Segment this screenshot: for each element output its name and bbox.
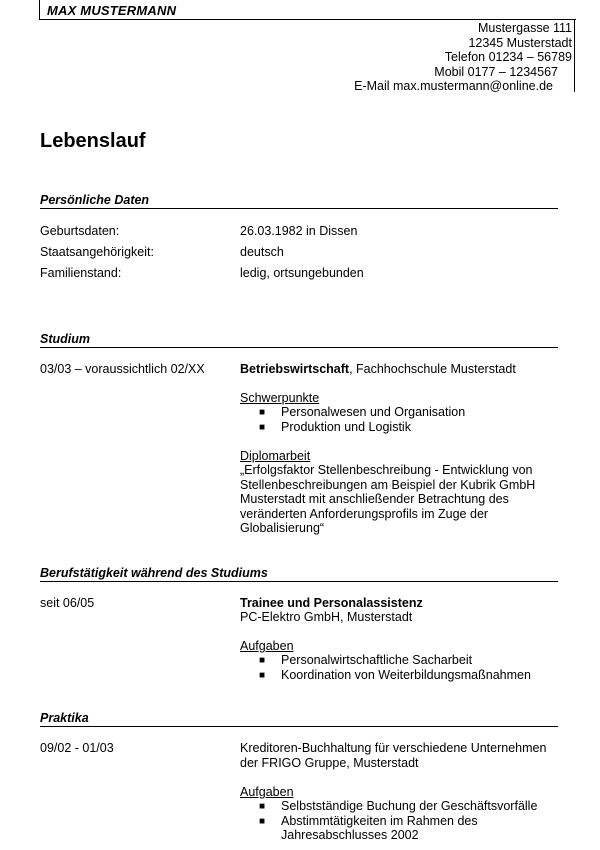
studium-subject: Betriebswirtschaft bbox=[240, 362, 350, 376]
section-rule bbox=[40, 208, 558, 209]
label-birth: Geburtsdaten: bbox=[40, 224, 120, 238]
section-heading-praktika: Praktika bbox=[40, 711, 89, 725]
work-position: Trainee und Personalassistenz bbox=[240, 596, 423, 610]
value-marital-status: ledig, ortsungebunden bbox=[240, 266, 364, 280]
studium-thesis-label: Diplomarbeit bbox=[240, 449, 311, 463]
studium-thesis-line: Globalisierung“ bbox=[240, 521, 325, 535]
contact-street: Mustergasse 111 bbox=[477, 21, 572, 35]
work-company: PC-Elektro GmbH, Musterstadt bbox=[240, 610, 413, 624]
work-period: seit 06/05 bbox=[40, 596, 95, 610]
work-tasks-label: Aufgaben bbox=[240, 639, 294, 653]
praktika-task-item: Selbstständige Buchung der Geschäftsvorfälle bbox=[281, 799, 538, 813]
header-left-border bbox=[39, 0, 40, 20]
section-heading-personal: Persönliche Daten bbox=[40, 193, 150, 207]
work-task-item: Koordination von Weiterbildungsmaßnahmen bbox=[281, 668, 531, 682]
work-task-item: Personalwirtschaftliche Sacharbeit bbox=[281, 653, 473, 667]
contact-phone: Telefon 01234 – 56789 bbox=[444, 50, 572, 64]
bullet-icon: ■ bbox=[259, 407, 266, 418]
praktika-desc-line: Kreditoren-Buchhaltung für verschiedene Unternehmen bbox=[240, 741, 547, 755]
studium-thesis-line: Stellenbeschreibungen am Beispiel der Kubrik GmbH bbox=[240, 478, 536, 492]
studium-thesis-line: Musterstadt mit anschließender Betrachtung des bbox=[240, 492, 509, 506]
section-rule bbox=[40, 581, 558, 582]
studium-thesis-line: veränderten Anforderungsprofils im Zuge der bbox=[240, 507, 489, 521]
praktika-tasks-label: Aufgaben bbox=[240, 785, 294, 799]
studium-period: 03/03 – voraussichtlich 02/XX bbox=[40, 362, 205, 376]
praktika-task-item-line: Jahresabschlusses 2002 bbox=[281, 828, 419, 842]
section-heading-studium: Studium bbox=[40, 332, 90, 346]
studium-school: , Fachhochschule Musterstadt bbox=[349, 362, 516, 376]
studium-focus-label: Schwerpunkte bbox=[240, 391, 320, 405]
header-rule bbox=[40, 19, 576, 20]
praktika-desc-line: der FRIGO Gruppe, Musterstadt bbox=[240, 756, 419, 770]
contact-city: 12345 Musterstadt bbox=[468, 35, 572, 50]
bullet-icon: ■ bbox=[259, 670, 266, 681]
bullet-icon: ■ bbox=[259, 655, 266, 666]
label-nationality: Staatsangehörigkeit: bbox=[40, 245, 154, 259]
section-rule bbox=[40, 347, 558, 348]
studium-focus-item: Personalwesen und Organisation bbox=[281, 405, 466, 419]
section-rule bbox=[40, 726, 558, 727]
section-heading-work: Berufstätigkeit während des Studiums bbox=[40, 566, 268, 580]
header-right-border bbox=[574, 20, 575, 92]
bullet-icon: ■ bbox=[259, 801, 266, 812]
applicant-name: MAX MUSTERMANN bbox=[47, 3, 177, 18]
bullet-icon: ■ bbox=[259, 816, 266, 827]
praktika-task-item-line: Abstimmtätigkeiten im Rahmen des bbox=[281, 814, 478, 828]
bullet-icon: ■ bbox=[259, 422, 266, 433]
value-nationality: deutsch bbox=[240, 245, 284, 259]
studium-thesis-line: „Erfolgsfaktor Stellenbeschreibung - Entwicklung von bbox=[240, 463, 533, 477]
contact-email: E-Mail max.mustermann@online.de bbox=[354, 79, 553, 93]
praktika-period: 09/02 - 01/03 bbox=[40, 741, 114, 755]
contact-mobile: Mobil 0177 – 1234567 bbox=[434, 64, 558, 79]
label-marital-status: Familienstand: bbox=[40, 266, 122, 280]
value-birth: 26.03.1982 in Dissen bbox=[240, 224, 358, 238]
studium-title bbox=[240, 362, 516, 377]
studium-focus-item: Produktion und Logistik bbox=[281, 420, 411, 434]
page-title: Lebenslauf bbox=[40, 130, 146, 152]
